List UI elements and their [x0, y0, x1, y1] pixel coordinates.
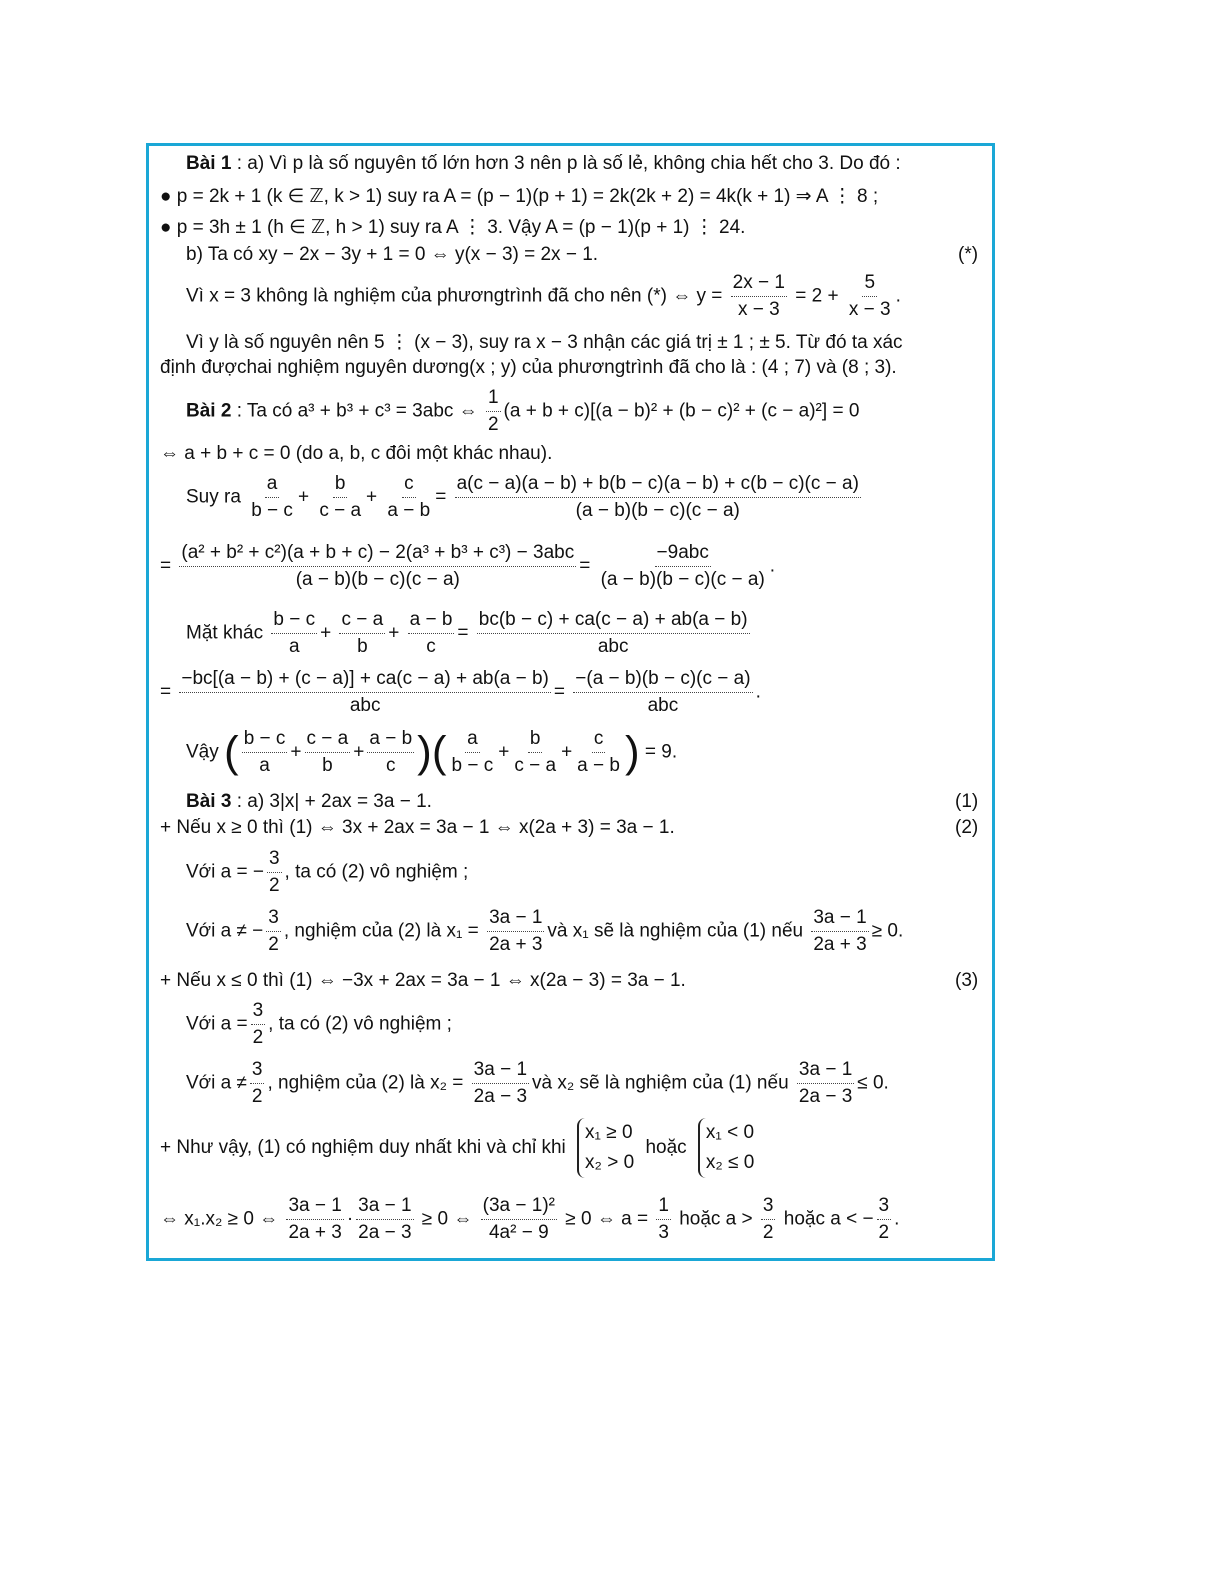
fraction: $\frac{3}{2}$	[251, 1059, 263, 1107]
fraction: $\frac{\text{−9abc}}{(a - b)(b - c)(c - a)}$	[600, 542, 765, 590]
bai1-tag-star: (*)	[958, 244, 979, 265]
fraction: $\frac{-bc[(a - b) + (c - a)] + ca(c - a) + ab(a - b)}{\text{abc}}$	[181, 668, 549, 716]
fraction: $\frac{3}{2}$	[762, 1195, 774, 1243]
fraction: $\frac{1}{2}$	[487, 387, 499, 435]
fraction: $\frac{c}{a - b}$	[577, 728, 620, 776]
bai3-tag1: (1)	[955, 791, 979, 812]
fraction: $\frac{3}{2}$	[268, 848, 280, 896]
fraction: $\frac{3a - 1}{2a - 3}$	[798, 1059, 853, 1107]
fraction: $\frac{-(a - b)(b - c)(c - a)}{\text{abc}}$	[575, 668, 751, 716]
bai2-line6: = $\frac{-bc[(a - b) + (c - a)] + ca(c - a) + ab(a - b)}{\text{abc}}$ = $\frac{-(a - b)(b - c)(c - a)}{\text{abc}}$ .	[160, 666, 761, 719]
fraction: $\frac{a - b}{c}$	[369, 728, 413, 776]
bai1-bullet1: ● p = 2k + 1 (k ∈ ℤ, k > 1) suy ra A = (p − 1)(p + 1) = 2k(2k + 2) = 4k(k + 1) ⇒ A ⋮ 8 ;	[160, 186, 879, 207]
bai1-bullet1-text: p = 2k + 1 (k ∈ ℤ, k > 1) suy ra A = (p − 1)(p + 1) = 2k(2k + 2) = 4k(k + 1) ⇒ A ⋮ 8 ;	[176, 186, 879, 207]
bai3-line1: Bài 3 : a) 3|x| + 2ax = 3a − 1.	[186, 791, 432, 812]
bai1-formula-eq: = 2 +	[795, 285, 839, 307]
bai3-line4: Với a ≠ − $\frac{3}{2}$ , nghiệm của (2) là x₁ = $\frac{3a - 1}{2a + 3}$ và x₁ sẽ là nghiệm của (1) nếu $\frac{3a - 1}{2a + 3}$ ≥ 0.	[186, 905, 903, 958]
bai2-line7: Vậy ( $\frac{b - c}{a}$ + $\frac{c - a}{b}$ + $\frac{a - b}{c}$ )( $\frac{a}{b - c}$ + $\frac{b}{c - a}$ + $\frac{c}{a - b}$ ) = 9.	[186, 726, 677, 779]
fraction: $\frac{3a - 1}{2a + 3}$	[288, 1195, 342, 1243]
fraction: $\frac{b - c}{a}$	[243, 728, 286, 776]
fraction: $\frac{3}{2}$	[878, 1195, 890, 1243]
bai2-line1: Bài 2 : Ta có a³ + b³ + c³ = 3abc ⇔ $\frac{1}{2}$ (a + b + c)[(a − b)² + (b − c)² + (c − a)²] = 0	[186, 385, 859, 438]
bai3-line5: + Nếu x ≤ 0 thì (1) ⇔ −3x + 2ax = 3a − 1 ⇔ x(2a − 3) = 3a − 1.	[160, 970, 686, 991]
bai3-line8: + Như vậy, (1) có nghiệm duy nhất khi và chỉ khi x₁ ≥ 0 x₂ > 0 hoặc x₁ < 0 x₂ ≤ 0	[160, 1118, 760, 1178]
fraction: $\frac{1}{3}$	[658, 1195, 669, 1243]
fraction: $\frac{2x - 1}{x - 3}$	[732, 272, 785, 320]
fraction: $\frac{b - c}{a}$	[273, 609, 316, 657]
bai2-line3: Suy ra $\frac{a}{b - c}$ + $\frac{b}{c - a}$ + $\frac{c}{a - b}$ = $\frac{a(c - a)(a - b) + b(b - c)(a - b) + c(b - c)(c - a)}{(a - b)(b - c)(c - a)}$	[186, 471, 864, 524]
bai3-line2: + Nếu x ≥ 0 thì (1) ⇔ 3x + 2ax = 3a − 1 ⇔ x(2a + 3) = 3a − 1.	[160, 817, 675, 838]
fraction: $\frac{b}{c - a}$	[319, 473, 362, 521]
bai1-text: : a) Vì p là số nguyên tố lớn hơn 3 nên p là số lẻ, không chia hết cho 3. Do đó :	[236, 153, 901, 174]
fraction: $\frac{5}{x - 3}$	[848, 272, 891, 320]
bai2-line2: ⇔ a + b + c = 0 (do a, b, c đôi một khác nhau).	[160, 443, 553, 464]
bai3-tag3: (3)	[955, 970, 979, 991]
bai2-line5: Mặt khác $\frac{b - c}{a}$ + $\frac{c - a}{b}$ + $\frac{a - b}{c}$ = $\frac{bc(b - c) + ca(c - a) + ab(a - b)}{\text{abc}}$	[186, 607, 753, 660]
bai3-line7: Với a ≠ $\frac{3}{2}$ , nghiệm của (2) là x₂ = $\frac{3a - 1}{2a - 3}$ và x₂ sẽ là nghiệm của (1) nếu $\frac{3a - 1}{2a - 3}$ ≤ 0.	[186, 1057, 889, 1110]
fraction: $\frac{3a - 1}{2a + 3}$	[489, 907, 543, 955]
system-bracket: x₁ ≥ 0 x₂ > 0	[577, 1118, 634, 1178]
fraction: $\frac{3}{2}$	[268, 907, 279, 955]
fraction: $\frac{3a - 1}{2a - 3}$	[473, 1059, 528, 1107]
bai1-bullet2-text: p = 3h ± 1 (h ∈ ℤ, h > 1) suy ra A ⋮ 3. Vậy A = (p − 1)(p + 1) ⋮ 24.	[176, 217, 746, 238]
bai1-title: Bài 1	[186, 153, 232, 174]
fraction: $\frac{a(c - a)(a - b) + b(b - c)(a - b) + c(b - c)(c - a)}{(a - b)(b - c)(c - a)}$	[456, 473, 859, 521]
fraction: $\frac{b}{c - a}$	[514, 728, 557, 776]
fraction: $\frac{c}{a - b}$	[387, 473, 431, 521]
fraction: $\frac{a}{b - c}$	[451, 728, 494, 776]
fraction: $\frac{3}{2}$	[252, 1000, 264, 1048]
bai3-line6: Với a = $\frac{3}{2}$ , ta có (2) vô nghiệm ;	[186, 998, 452, 1051]
bai1-line1	[186, 152, 901, 176]
bai1-formula-text: Vì x = 3 không là nghiệm của phươngtrình đã cho nên (*) ⇔ y =	[186, 285, 723, 307]
bai1-bullet2: ● p = 3h ± 1 (h ∈ ℤ, h > 1) suy ra A ⋮ 3. Vậy A = (p − 1)(p + 1) ⋮ 24.	[160, 217, 746, 238]
system-bracket: x₁ < 0 x₂ ≤ 0	[698, 1118, 754, 1178]
fraction: $\frac{\text{(a² + b² + c²)(a + b + c) − 2(a³ + b³ + c³) − 3abc}}{(a - b)(b - c)(c - a)}$	[181, 542, 575, 590]
fraction: $\frac{a - b}{c}$	[409, 609, 453, 657]
fraction: $\frac{c - a}{b}$	[306, 728, 349, 776]
bai1-formula-y: Vì x = 3 không là nghiệm của phươngtrình đã cho nên (*) ⇔ y = $\frac{2x - 1}{x - 3}$ = 2 + $\frac{5}{x - 3}$ .	[186, 270, 901, 323]
bai1-line6: Vì y là số nguyên nên 5 ⋮ (x − 3), suy ra x − 3 nhận các giá trị ± 1 ; ± 5. Từ đó ta xác	[186, 332, 903, 353]
bai3-title: Bài 3	[186, 791, 232, 812]
bai1-part-b: b) Ta có xy − 2x − 3y + 1 = 0 ⇔ y(x − 3) = 2x − 1.	[186, 244, 599, 265]
bai3-line3: Với a = − $\frac{3}{2}$ , ta có (2) vô nghiệm ;	[186, 846, 468, 899]
fraction: $\frac{3a - 1}{2a - 3}$	[358, 1195, 412, 1243]
fraction: $\frac{c - a}{b}$	[341, 609, 384, 657]
bai3-line9: ⇔ x₁.x₂ ≥ 0 ⇔ $\frac{3a - 1}{2a + 3}$ · $\frac{3a - 1}{2a - 3}$ ≥ 0 ⇔ $\frac{\text{(3a − 1)²}}{\text{4a² − 9}}$ ≥ 0 ⇔ a = $\frac{1}{3}$ hoặc a > $\frac{3}{2}$ hoặc a < − $\frac{3}{2}$ .	[160, 1193, 899, 1246]
bai2-line4: = $\frac{\text{(a² + b² + c²)(a + b + c) − 2(a³ + b³ + c³) − 3abc}}{(a - b)(b - c)(c - a)}$ = $\frac{\text{−9abc}}{(a - b)(b - c)(c - a)}$ .	[160, 540, 775, 593]
fraction: $\frac{\text{(3a − 1)²}}{\text{4a² − 9}}$	[482, 1195, 555, 1243]
fraction: $\frac{3a - 1}{2a + 3}$	[813, 907, 867, 955]
bai1-line7: định đượchai nghiệm nguyên dương(x ; y) của phươngtrình đã cho là : (4 ; 7) và (8 ; 3).	[160, 357, 897, 378]
bai2-title: Bài 2	[186, 400, 232, 422]
fraction: $\frac{bc(b - c) + ca(c - a) + ab(a - b)}{\text{abc}}$	[478, 609, 748, 657]
bai3-tag2: (2)	[955, 817, 979, 838]
fraction: $\frac{a}{b - c}$	[251, 473, 293, 521]
